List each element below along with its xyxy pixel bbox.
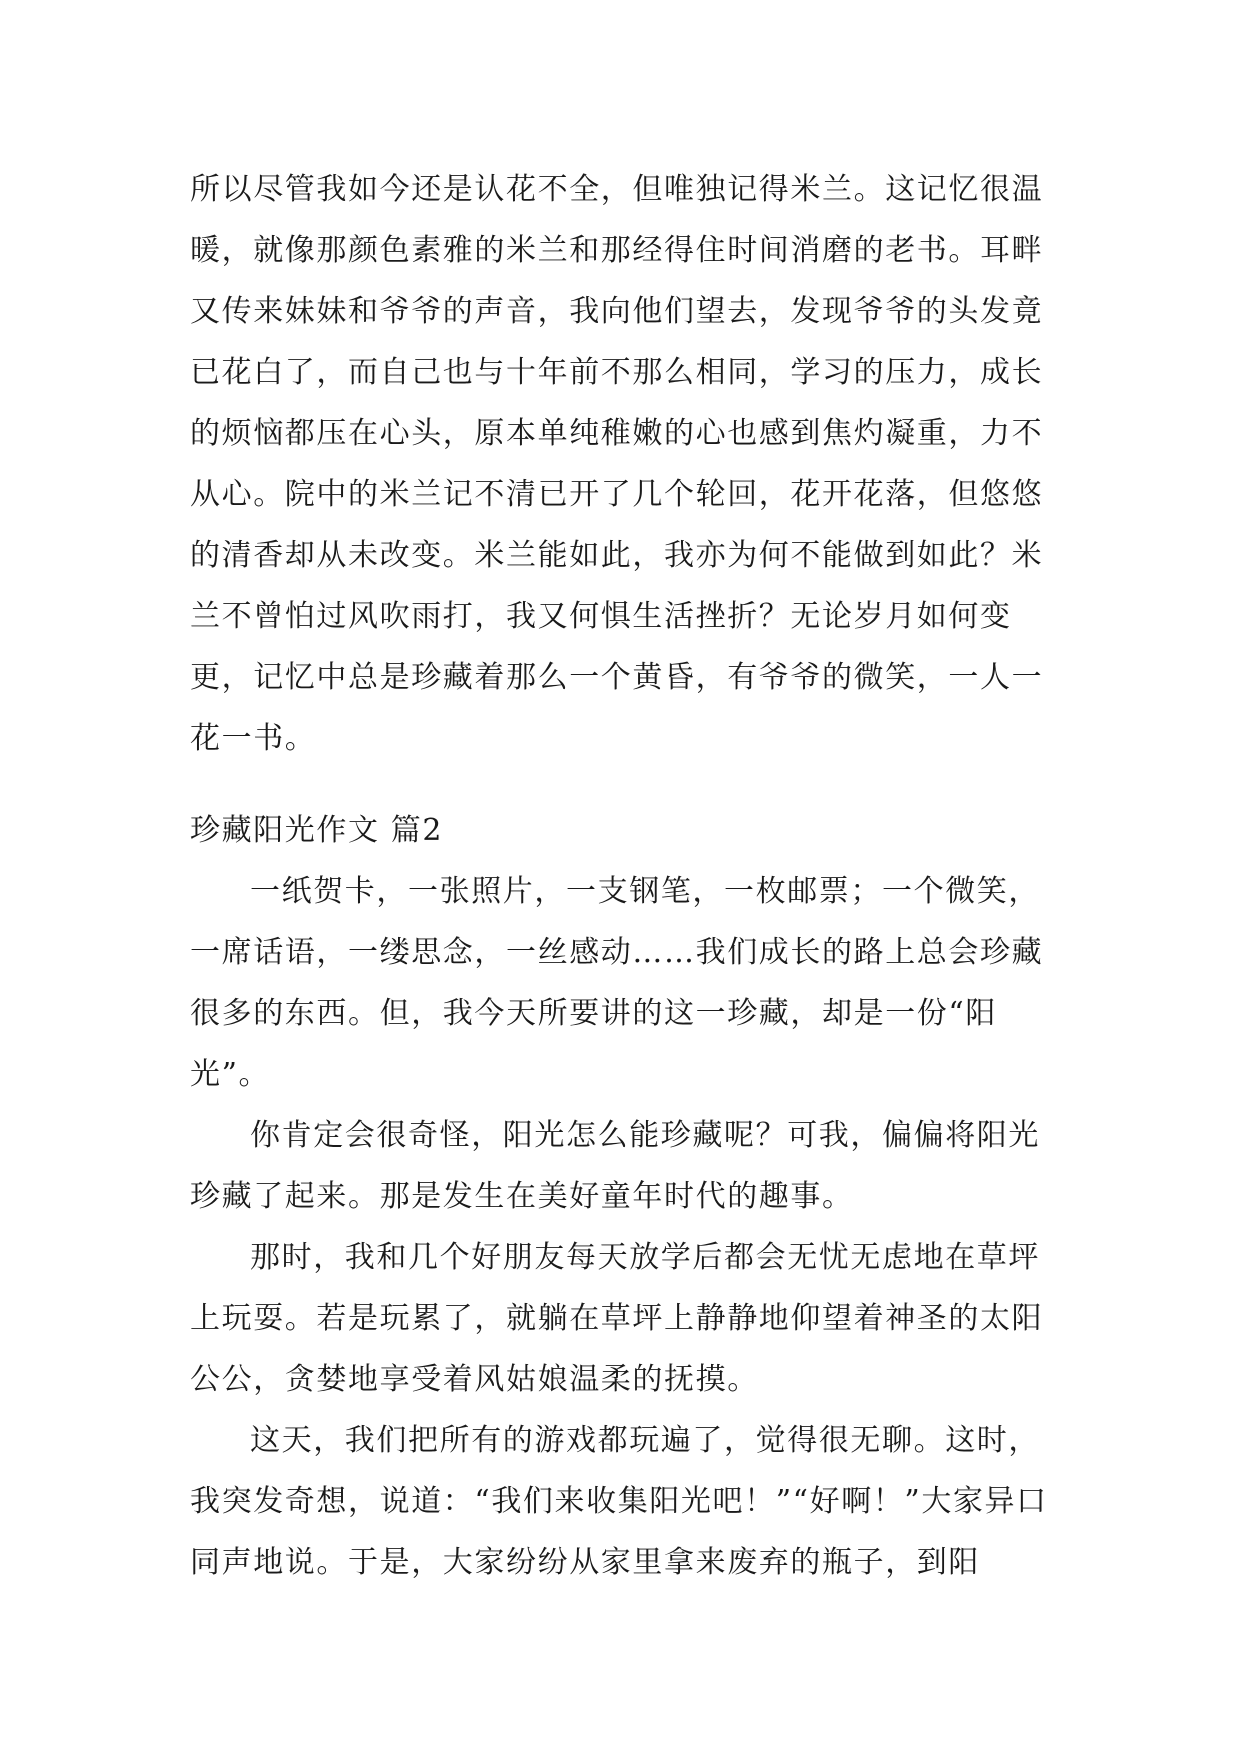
section-title: 珍藏阳光作文 篇2 bbox=[190, 813, 444, 848]
essay-paragraph-3: 那时，我和几个好朋友每天放学后都会无忧无虑地在草坪上玩耍。若是玩累了，就躺在草坪上静静地仰望着神圣的太阳公公，贪婪地享受着风姑娘温柔的抚摸。 bbox=[190, 1240, 1044, 1397]
essay-body bbox=[190, 861, 1070, 1593]
essay-paragraph-4: 这天，我们把所有的游戏都玩遍了，觉得很无聊。这时，我突发奇想，说道：“我们来收集阳光吧！”“好啊！”大家异口同声地说。于是，大家纷纷从家里拿来废弃的瓶子，到阳 bbox=[190, 1423, 1048, 1580]
essay-paragraph-1: 一纸贺卡，一张照片，一支钢笔，一枚邮票；一个微笑，一席话语，一缕思念，一丝感动……我们成长的路上总会珍藏很多的东西。但，我今天所要讲的这一珍藏，却是一份“阳光”。 bbox=[190, 874, 1044, 1092]
intro-text-block bbox=[190, 159, 1070, 769]
essay-paragraph-2: 你肯定会很奇怪，阳光怎么能珍藏呢？可我，偏偏将阳光珍藏了起来。那是发生在美好童年时代的趣事。 bbox=[190, 1118, 1040, 1214]
intro-paragraph: 所以尽管我如今还是认花不全，但唯独记得米兰。这记忆很温暖，就像那颜色素雅的米兰和那经得住时间消磨的老书。耳畔又传来妹妹和爷爷的声音，我向他们望去，发现爷爷的头发竟已花白了，而自己也与十年前不那么相同，学习的压力，成长的烦恼都压在心头，原本单纯稚嫩的心也感到焦灼凝重，力不从心。院中的米兰记不清已开了几个轮回，花开花落，但悠悠的清香却从未改变。米兰能如此，我亦为何不能做到如此？米兰不曾怕过风吹雨打，我又何惧生活挫折？无论岁月如何变更，记忆中总是珍藏着那么一个黄昏，有爷爷的微笑，一人一花一书。 bbox=[190, 172, 1044, 756]
